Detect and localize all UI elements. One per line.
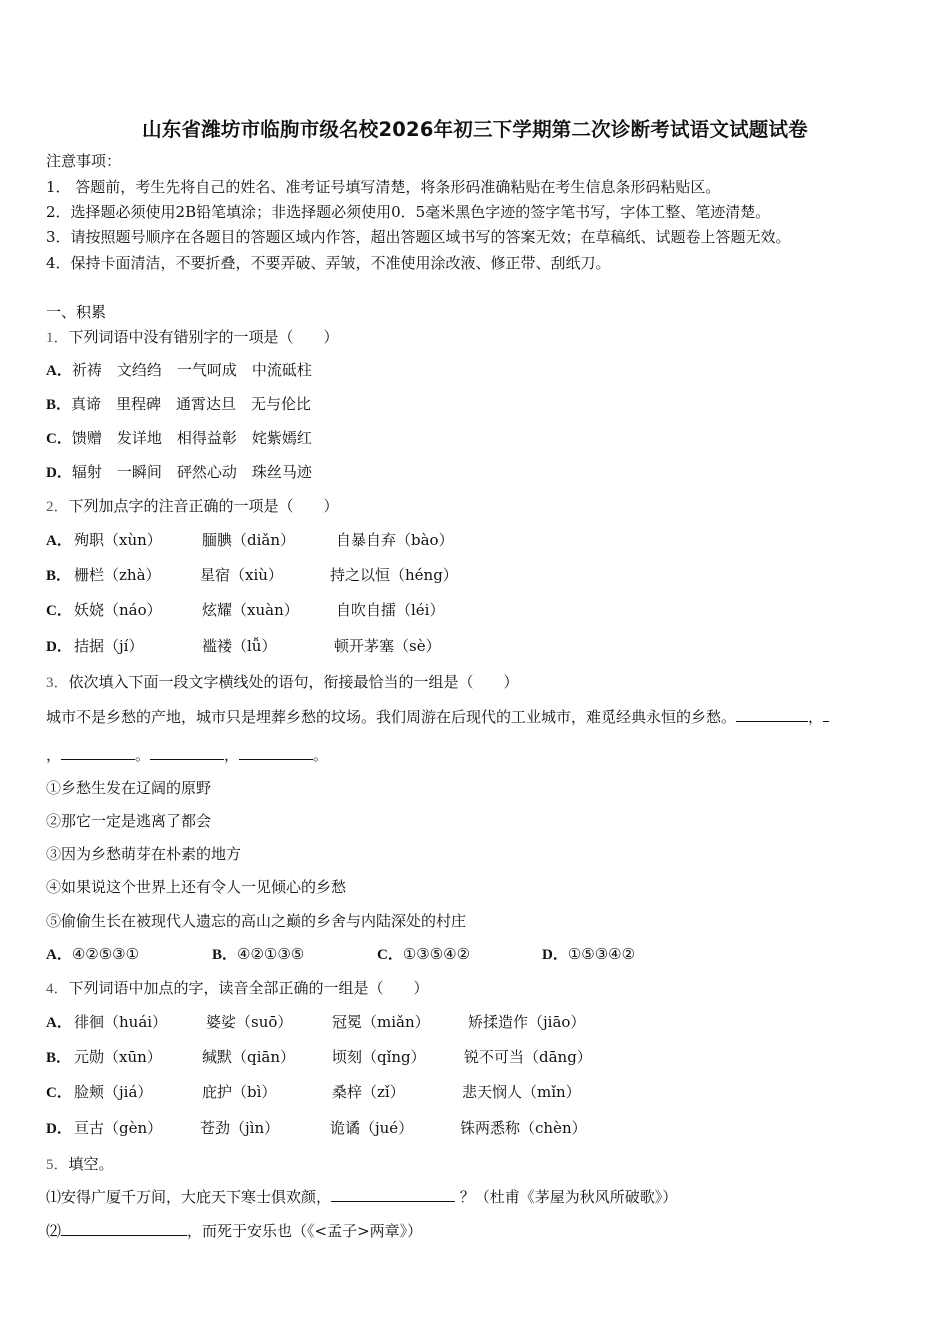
pinyin-item: 矫揉造作（jiāo） (468, 1013, 586, 1031)
pinyin-item: 妖娆（náo） (74, 601, 162, 619)
question-text: 依次填入下面一段文字横线处的语句，衔接最恰当的一组是（ ） (68, 673, 519, 691)
option-text: 馈赠 发详地 相得益彰 姹紫嫣红 (71, 429, 312, 447)
q3-sentence: ⑤偷偷生长在被现代人遗忘的高山之巅的乡舍与内陆深处的村庄 (46, 912, 467, 930)
question-text: 下列词语中加点的字，读音全部正确的一组是（ ） (68, 979, 429, 997)
option-text: ①③⑤④② (402, 945, 471, 963)
fill-blank[interactable] (61, 1221, 187, 1236)
pinyin-item: 星宿（xiù） (200, 566, 283, 584)
question-number: 2． (46, 499, 69, 515)
q3-option-d (542, 944, 635, 965)
pinyin-item: 冠冕（miǎn） (332, 1013, 430, 1031)
q1-option-c (46, 428, 312, 449)
pinyin-item: 铢两悉称（chèn） (460, 1119, 587, 1137)
q3-sentence: ④如果说这个世界上还有令人一见倾心的乡愁 (46, 878, 347, 896)
option-label: B． (46, 568, 72, 584)
fill-prefix: ⑵ (46, 1222, 62, 1240)
option-label: D． (46, 639, 72, 655)
notice-item: 3．请按照题号顺序在各题目的答题区域内作答，超出答题区域书写的答案无效；在草稿纸、试题卷上答题无效。 (46, 228, 791, 246)
q4-option-c-label (46, 1082, 72, 1103)
question-text: 下列加点字的注音正确的一项是（ ） (68, 497, 339, 515)
pinyin-item: 顿开茅塞（sè） (334, 637, 441, 655)
option-label: C． (377, 947, 403, 963)
option-label: D． (46, 1121, 72, 1137)
fill-blank[interactable] (736, 707, 808, 722)
notice-item: 1． 答题前，考生先将自己的姓名、准考证号填写清楚，将条形码准确粘贴在考生信息条形码粘贴区。 (46, 178, 721, 196)
fill-suffix: ？（杜甫《茅屋为秋风所破歌》） (455, 1188, 678, 1206)
option-label: C． (46, 431, 72, 447)
option-text: ①⑤③④② (567, 945, 636, 963)
fill-blank[interactable] (239, 745, 313, 760)
notice-heading: 注意事项： (46, 152, 122, 170)
pinyin-item: 栅栏（zhà） (74, 566, 161, 584)
q2-option-c-label (46, 600, 72, 621)
question-text: 下列词语中没有错别字的一项是（ ） (68, 328, 339, 346)
q4-option-a-label (46, 1012, 72, 1033)
pinyin-item: 炫耀（xuàn） (202, 601, 299, 619)
option-label: A． (46, 1015, 72, 1031)
option-text: ④②①③⑤ (237, 945, 305, 963)
notice-item: 2．选择题必须使用2B铅笔填涂；非选择题必须使用0．5毫米黑色字迹的签字笔书写，字体工整、笔迹清楚。 (46, 203, 771, 221)
q2-option-d-label (46, 636, 72, 657)
pinyin-item: 脸颊（jiá） (74, 1083, 153, 1101)
section-heading: 一、积累 (46, 303, 107, 321)
q3-passage: 城市不是乡愁的产地，城市只是埋葬乡愁的坟场。我们周游在后现代的工业城市，难觅经典永恒的乡愁。 ， (46, 707, 829, 727)
option-label: C． (46, 1085, 72, 1101)
pinyin-item: 自暴自弃（bào） (336, 531, 454, 549)
pinyin-item: 诡谲（jué） (330, 1119, 414, 1137)
q3-option-c (377, 944, 470, 965)
q1-option-a (46, 360, 312, 381)
pinyin-item: 桑梓（zǐ） (332, 1083, 405, 1101)
q4-option-b-label (46, 1047, 71, 1068)
option-label: A． (46, 533, 72, 549)
page-title: 山东省潍坊市临朐市级名校2026年初三下学期第二次诊断考试语文试题试卷 (142, 118, 808, 141)
q3-sentence: ②那它一定是逃离了都会 (46, 812, 212, 830)
pinyin-item: 自吹自擂（léi） (336, 601, 445, 619)
passage-text: 城市不是乡愁的产地，城市只是埋葬乡愁的坟场。我们周游在后现代的工业城市，难觅经典永恒的乡愁。 (46, 708, 737, 726)
pinyin-item: 拮据（jí） (74, 637, 144, 655)
option-text: 祈祷 文绉绉 一气呵成 中流砥柱 (71, 361, 312, 379)
option-label: A． (46, 947, 72, 963)
pinyin-item: 褴褛（lǚ） (202, 637, 277, 655)
option-label: A． (46, 363, 72, 379)
question-3-stem (46, 672, 519, 693)
pinyin-item: 亘古（gèn） (74, 1119, 163, 1137)
fill-blank[interactable] (823, 707, 829, 722)
q5-item-2 (46, 1221, 422, 1241)
q4-option-d-label (46, 1118, 72, 1139)
pinyin-item: 持之以恒（héng） (330, 566, 458, 584)
pinyin-item: 顷刻（qǐng） (332, 1048, 426, 1066)
q5-item-1 (46, 1187, 677, 1207)
pinyin-item: 殉职（xùn） (74, 531, 162, 549)
option-label: B． (212, 947, 238, 963)
q3-sentence: ①乡愁生发在辽阔的原野 (46, 779, 212, 797)
question-number: 4． (46, 981, 69, 997)
option-label: B． (46, 397, 72, 413)
pinyin-item: 元勋（xūn） (74, 1048, 162, 1066)
pinyin-item: 缄默（qiān） (202, 1048, 296, 1066)
q1-option-d (46, 462, 312, 483)
fill-blank[interactable] (150, 745, 224, 760)
fill-suffix: ，而死于安乐也（《<孟子>两章》） (187, 1222, 423, 1240)
option-label: B． (46, 1050, 72, 1066)
pinyin-item: 悲天悯人（mǐn） (462, 1083, 581, 1101)
q3-option-b (212, 944, 304, 965)
pinyin-item: 徘徊（huái） (74, 1013, 168, 1031)
fill-prefix: ⑴安得广厦千万间，大庇天下寒士俱欢颜， (46, 1188, 332, 1206)
option-label: D． (46, 465, 72, 481)
pinyin-item: 腼腆（diǎn） (202, 531, 296, 549)
pinyin-item: 苍劲（jìn） (200, 1119, 280, 1137)
q3-passage-cont: ， 。 ， 。 (46, 746, 329, 764)
notice-item: 4．保持卡面清洁，不要折叠，不要弄破、弄皱，不准使用涂改液、修正带、刮纸刀。 (46, 254, 611, 272)
q1-option-b (46, 394, 311, 415)
question-number: 5． (46, 1157, 69, 1173)
pinyin-item: 婆娑（suō） (206, 1013, 293, 1031)
q3-sentence: ③因为乡愁萌芽在朴素的地方 (46, 845, 242, 863)
q3-option-a (46, 944, 139, 965)
q2-option-b-label (46, 565, 71, 586)
question-2-stem (46, 496, 339, 517)
question-number: 1． (46, 330, 69, 346)
question-4-stem (46, 978, 429, 999)
option-text: ④②⑤③① (71, 945, 140, 963)
question-number: 3． (46, 675, 69, 691)
question-5-stem (46, 1154, 114, 1175)
pinyin-item: 锐不可当（dāng） (464, 1048, 592, 1066)
fill-blank[interactable] (61, 745, 135, 760)
question-text: 填空。 (68, 1155, 114, 1173)
fill-blank[interactable] (331, 1187, 455, 1202)
pinyin-item: 庇护（bì） (202, 1083, 277, 1101)
q2-option-a-label (46, 530, 72, 551)
option-text: 辐射 一瞬间 砰然心动 珠丝马迹 (71, 463, 312, 481)
option-text: 真谛 里程碑 通霄达旦 无与伦比 (71, 395, 312, 413)
option-label: D． (542, 947, 568, 963)
option-label: C． (46, 603, 72, 619)
question-1-stem (46, 327, 339, 348)
